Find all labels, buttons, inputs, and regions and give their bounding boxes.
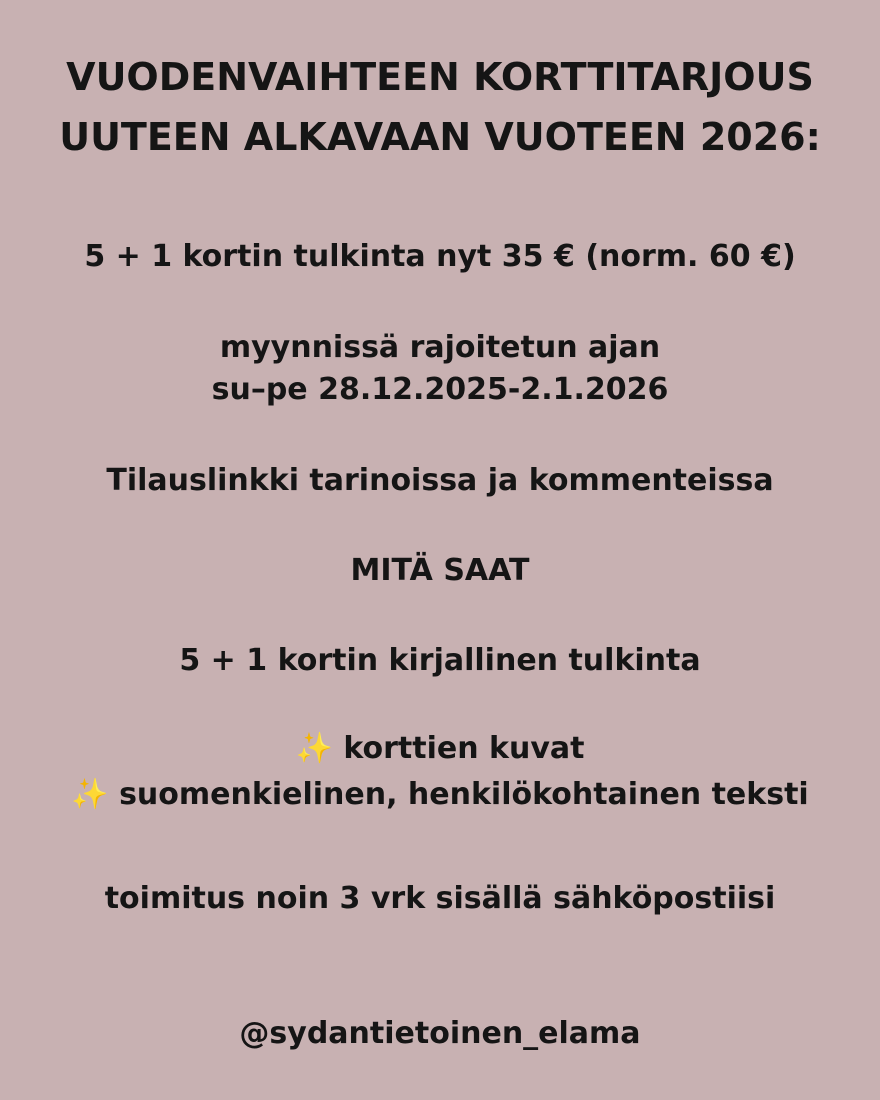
feature-text: suomenkielinen, henkilökohtainen teksti bbox=[119, 777, 809, 812]
feature-item bbox=[0, 777, 880, 812]
instagram-handle: @sydantietoinen_elama bbox=[239, 1016, 641, 1051]
title-line-1: VUODENVAIHTEEN KORTTITARJOUS bbox=[66, 55, 814, 99]
delivery-text: toimitus noin 3 vrk sisällä sähköpostiisi bbox=[104, 881, 776, 916]
what-you-get-title: MITÄ SAAT bbox=[350, 553, 530, 588]
sparkles-icon: ✨ bbox=[71, 777, 109, 812]
feature-item bbox=[0, 731, 880, 766]
feature-text: korttien kuvat bbox=[343, 731, 585, 766]
sparkles-icon: ✨ bbox=[295, 731, 333, 766]
availability-line-1: myynnissä rajoitetun ajan bbox=[219, 330, 661, 365]
availability-line-2: su–pe 28.12.2025-2.1.2026 bbox=[211, 372, 669, 407]
order-info-text: Tilauslinkki tarinoissa ja kommenteissa bbox=[106, 463, 774, 498]
offer-text: 5 + 1 kortin tulkinta nyt 35 € (norm. 60 €) bbox=[84, 239, 796, 274]
product-text: 5 + 1 kortin kirjallinen tulkinta bbox=[179, 643, 701, 678]
title-line-2: UUTEEN ALKAVAAN VUOTEEN 2026: bbox=[59, 115, 821, 159]
